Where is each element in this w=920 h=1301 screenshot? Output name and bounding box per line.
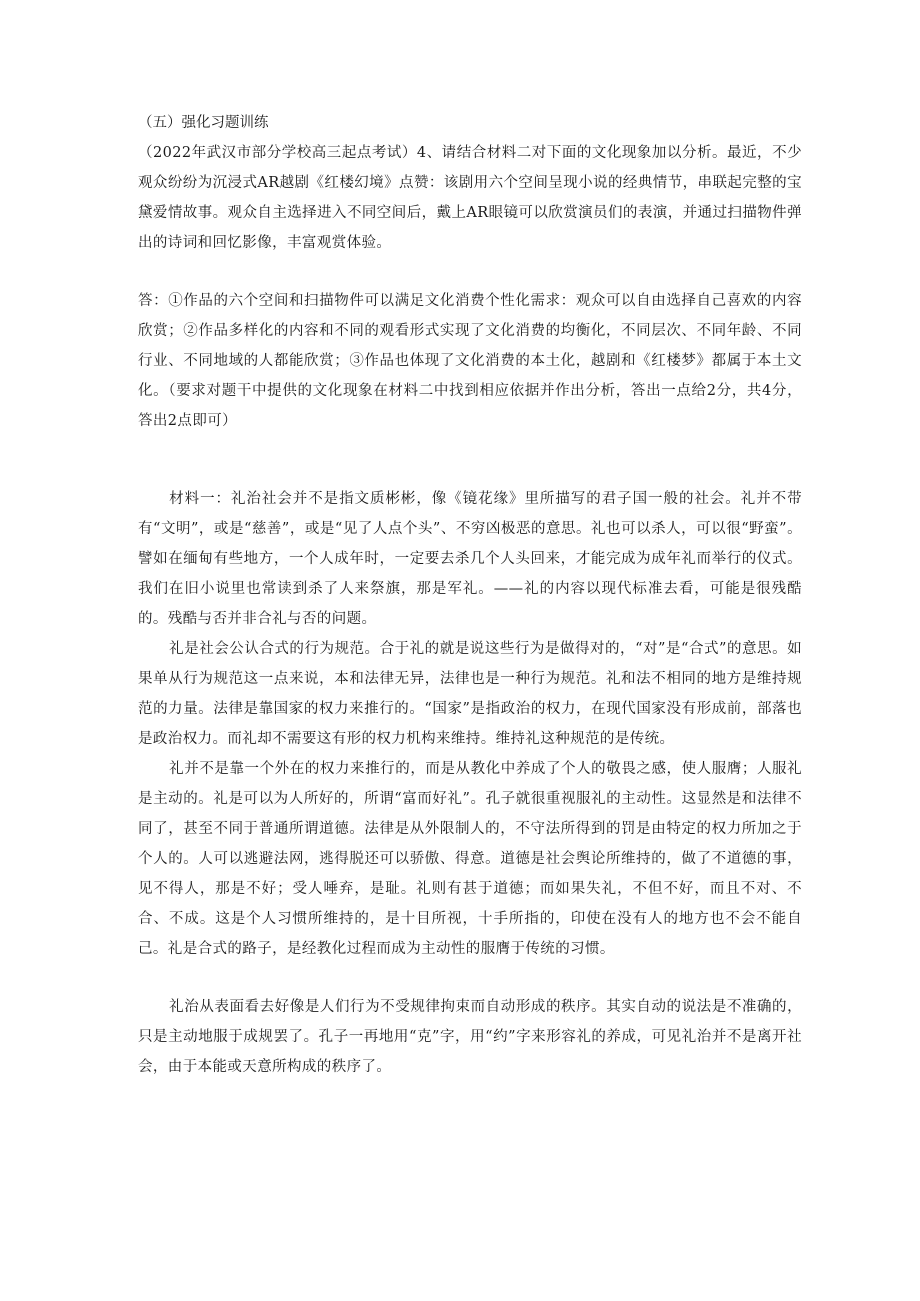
- document-page: [138, 108, 802, 1082]
- material-paragraph-4: 礼治从表面看去好像是人们行为不受规律拘束而自动形成的秩序。其实自动的说法是不准确的，只是主动地服于成规罢了。孔子一再地用“克”字，用“约”字来形容礼的养成，可见礼治并不是离开社会，由于本能或天意所构成的秩序了。: [138, 999, 802, 1075]
- material-paragraph-2: 礼是社会公认合式的行为规范。合于礼的就是说这些行为是做得对的，“对”是“合式”的意思。如果单从行为规范这一点来说，本和法律无异，法律也是一种行为规范。礼和法不相同的地方是维持规范的力量。法律是靠国家的权力来推行的。“国家”是指政治的权力，在现代国家没有形成前，部落也是政治权力。而礼却不需要这有形的权力机构来维持。维持礼这种规范的是传统。: [138, 641, 802, 747]
- question-text: （2022年武汉市部分学校高三起点考试）4、请结合材料二对下面的文化现象加以分析。最近，不少观众纷纷为沉浸式AR越剧《红楼幻境》点赞：该剧用六个空间呈现小说的经典情节，串联起完整的宝黛爱情故事。观众自主选择进入不同空间后，戴上AR眼镜可以欣赏演员们的表演，并通过扫描物件弹出的诗词和回忆影像，丰富观赏体验。: [138, 145, 802, 251]
- section-title: （五）强化习题训练: [138, 115, 269, 131]
- material-paragraph-1: 材料一：礼治社会并不是指文质彬彬，像《镜花缘》里所描写的君子国一般的社会。礼并不带有“文明”，或是“慈善”，或是“见了人点个头”、不穷凶极恶的意思。礼也可以杀人，可以很“野蛮”。譬如在缅甸有些地方，一个人成年时，一定要去杀几个人头回来，才能完成为成年礼而举行的仪式。我们在旧小说里也常读到杀了人来祭旗，那是军礼。——礼的内容以现代标准去看，可能是很残酷的。残酷与否并非合礼与否的问题。: [138, 491, 802, 627]
- material-paragraph-3: 礼并不是靠一个外在的权力来推行的，而是从教化中养成了个人的敬畏之感，使人服膺；人服礼是主动的。礼是可以为人所好的，所谓“富而好礼”。孔子就很重视服礼的主动性。这显然是和法律不同了，甚至不同于普通所谓道德。法律是从外限制人的，不守法所得到的罚是由特定的权力所加之于个人的。人可以逃避法网，逃得脱还可以骄傲、得意。道德是社会舆论所维持的，做了不道德的事，见不得人，那是不好；受人唾弃，是耻。礼则有甚于道德；而如果失礼，不但不好，而且不对、不合、不成。这是个人习惯所维持的，是十目所视，十手所指的，印使在没有人的地方也不会不能自己。礼是合式的路子，是经教化过程而成为主动性的服膺于传统的习惯。: [138, 761, 802, 957]
- answer-text: 答：①作品的六个空间和扫描物件可以满足文化消费个性化需求：观众可以自由选择自己喜欢的内容欣赏；②作品多样化的内容和不同的观看形式实现了文化消费的均衡化，不同层次、不同年龄、不同行业、不同地域的人都能欣赏；③作品也体现了文化消费的本土化，越剧和《红楼梦》都属于本土文化。（要求对题干中提供的文化现象在材料二中找到相应依据并作出分析，答出一点给2分，共4分，答出2点即可）: [138, 293, 802, 429]
